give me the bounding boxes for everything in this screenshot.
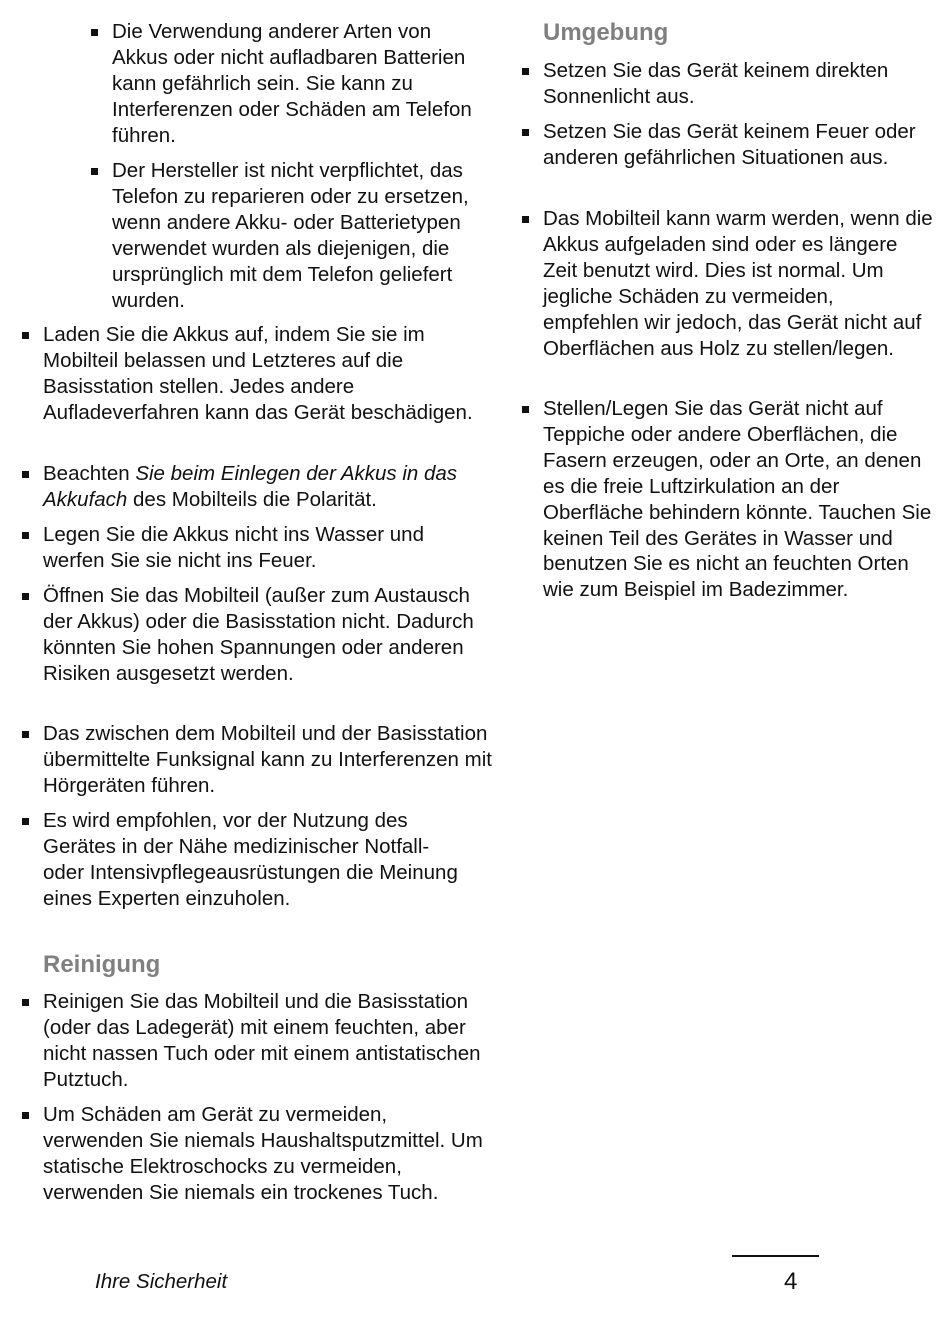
bullet-icon	[22, 1112, 29, 1119]
list-item: Setzen Sie das Gerät keinem direkten Sonnenlicht aus.	[543, 59, 889, 108]
footer-rule	[732, 1255, 819, 1257]
bullet-icon	[22, 731, 29, 738]
bullet-icon	[522, 216, 529, 223]
list-item: Stellen/Legen Sie das Gerät nicht auf Teppiche oder andere Oberflächen, die Fasern erzeugen, oder an Orte, an denen es die freie Luftzirkulation an der Oberfläche behindern könnte. Tauchen Sie keinen Teil des Gerätes in Wasser und benutzen Sie es nicht an feuchten Orten wie zum Beispiel im Badezimmer.	[543, 397, 932, 602]
bullet-icon	[22, 999, 29, 1006]
list-item: Um Schäden am Gerät zu vermeiden, verwenden Sie niemals Haushaltsputzmittel. Um statische Elektroschocks zu vermeiden, verwenden Sie niemals ein trockenes Tuch.	[43, 1103, 483, 1204]
sub-list-item: Die Verwendung anderer Arten von Akkus oder nicht aufladbaren Batterien kann gefährlich sein. Sie kann zu Interferenzen oder Schäden am Telefon führen.	[112, 20, 472, 147]
list-item: Reinigen Sie das Mobilteil und die Basisstation (oder das Ladegerät) mit einem feuchten, aber nicht nassen Tuch oder mit einem antistatischen Putztuch.	[43, 990, 481, 1091]
bullet-icon	[522, 68, 529, 75]
bullet-icon	[22, 593, 29, 600]
list-item: Das zwischen dem Mobilteil und der Basisstation übermittelte Funksignal kann zu Interferenzen mit Hörgeräten führen.	[43, 722, 492, 797]
list-item: Legen Sie die Akkus nicht ins Wasser und werfen Sie sie nicht ins Feuer.	[43, 523, 424, 572]
list-item: Setzen Sie das Gerät keinem Feuer oder anderen gefährlichen Situationen aus.	[543, 120, 916, 169]
list-item: Laden Sie die Akkus auf, indem Sie sie im Mobilteil belassen und Letzteres auf die Basisstation stellen. Jedes andere Aufladeverfahren kann das Gerät beschädigen.	[43, 323, 473, 424]
bullet-icon	[22, 332, 29, 339]
bullet-icon	[522, 129, 529, 136]
list-item: Es wird empfohlen, vor der Nutzung des Gerätes in der Nähe medizinischer Notfall- oder Intensivpflegeausrüstungen die Meinung eines Experten einzuholen.	[43, 809, 458, 910]
section-heading-cleaning: Reinigung	[43, 951, 161, 978]
list-item-polarity	[43, 461, 483, 513]
polarity-text-after: des Mobilteils die Polarität.	[127, 487, 377, 511]
bullet-icon	[91, 29, 98, 36]
bullet-icon	[522, 406, 529, 413]
list-item: Öffnen Sie das Mobilteil (außer zum Austausch der Akkus) oder die Basisstation nicht. Dadurch könnten Sie hohen Spannungen oder anderen Risiken ausgesetzt werden.	[43, 584, 474, 685]
section-heading-environment: Umgebung	[543, 19, 669, 46]
polarity-text-italic: Sie beim Einlegen der Akkus in das Akkufach	[43, 462, 458, 511]
list-item: Das Mobilteil kann warm werden, wenn die Akkus aufgeladen sind oder es längere Zeit benutzt wird. Dies ist normal. Um jegliche Schäden zu vermeiden, empfehlen wir jedoch, das Gerät nicht auf Oberflächen aus Holz zu stellen/legen.	[543, 207, 933, 360]
page-number: 4	[784, 1268, 798, 1295]
footer-section-title: Ihre Sicherheit	[95, 1270, 228, 1293]
sub-list-item: Der Hersteller ist nicht verpflichtet, das Telefon zu reparieren oder zu ersetzen, wenn andere Akku- oder Batterietypen verwendet wurden als diejenigen, die ursprünglich mit dem Telefon geliefert wurden.	[112, 159, 469, 312]
polarity-text-before: Beachten	[43, 462, 136, 485]
bullet-icon	[91, 168, 98, 175]
bullet-icon	[22, 818, 29, 825]
bullet-icon	[22, 532, 29, 539]
bullet-icon	[22, 471, 29, 478]
